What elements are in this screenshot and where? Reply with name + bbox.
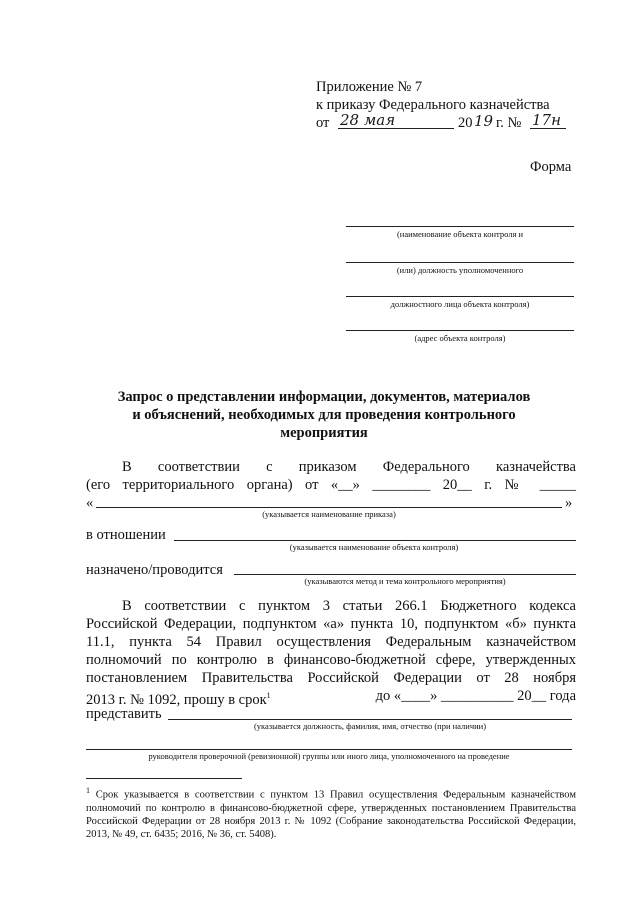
para1-open-quote: « [86,495,94,511]
title-line-3: мероприятия [280,425,368,441]
addressee-line-1 [346,226,574,227]
title-line-2: и объяснений, необходимых для проведения контрольного [132,407,516,423]
assigned-label: назначено/проводится [86,562,223,578]
control-object-line [174,540,576,541]
para2-line-6-end: до «____» __________ 20__ года [375,688,576,704]
addressee-line-4 [346,330,574,331]
method-caption: (указываются метод и тема контрольного мероприятия) [304,576,506,586]
year-prefix: 20 [458,115,473,131]
para2-line-4: полномочий по контролю в финансово-бюджетной сфере, утвержденных [86,652,576,668]
footnote-line-3: Российской Федерации от 28 ноября 2013 г. № 1092 (Собрание законодательства Российской Федерации, [86,815,576,827]
addressee-caption-1: (наименование объекта контроля и [396,229,524,239]
para2-line-1: В соответствии с пунктом 3 статьи 266.1 Бюджетного кодекса [122,598,576,614]
addressee-line-2 [346,262,574,263]
para2-line-3: 11.1, пункта 54 Правил осуществления Федеральным казначейством [86,634,576,650]
control-object-caption: (указывается наименование объекта контроля) [289,542,459,552]
appendix-number: Приложение № 7 [316,79,423,95]
order-name-line [96,507,562,508]
addressee-caption-3: должностного лица объекта контроля) [390,299,530,309]
in-respect-label: в отношении [86,527,166,543]
para2-line-6-start: 2013 г. № 1092, прошу в срок$^1$ [86,691,271,708]
handwritten-date: 28 мая [340,111,396,129]
year-suffix: г. № [496,115,522,131]
order-date-line [316,111,566,134]
document-title [70,388,578,442]
para1-line-2: (его территориального органа) от «__» ________ 20__ г. № _____ [86,477,576,493]
submit-label: представить [86,706,162,722]
addressee-line-3 [346,296,574,297]
handwritten-year: 19 [474,112,494,130]
para1-close-quote: » [565,495,573,511]
order-name-caption: (указывается наименование приказа) [262,509,396,519]
para2-line-2: Российской Федерации, подпунктом «а» пункта 10, подпунктом «б» пункта [86,616,576,632]
order-reference: к приказу Федерального казначейства [316,97,550,113]
addressee-caption-2: (или) должность уполномоченного [396,265,524,275]
footnote-line-4: 2013, № 49, ст. 6435; 2016, № 36, ст. 5408). [86,828,277,840]
footnote-ref: 1 [266,691,271,700]
title-line-1: Запрос о представлении информации, документов, материалов [117,389,531,405]
footnote-line-1: $^1$ Срок указывается в соответствии с пунктом 13 Правил осуществления Федеральным казначейством [86,786,577,801]
footnote-mark: 1 [86,786,90,795]
official-line [168,719,572,720]
group-leader-caption: руководителя проверочной (ревизионной) группы или иного лица, уполномоченного на проведение [148,751,510,761]
date-prefix: от [316,115,330,131]
official-caption: (указывается должность, фамилия, имя, отчество (при наличии) [253,721,487,731]
para2-line-5: постановлением Правительства Российской Федерации от 28 ноября [86,670,576,686]
footnote-separator [86,778,242,779]
footnote-line-2: полномочий по контролю в финансово-бюджетной сфере, утвержденных постановлением Правительства [86,802,576,814]
footnote [86,784,576,841]
handwritten-number: 17н [532,111,561,129]
para1-line-1: В соответствии с приказом Федерального казначейства [122,459,576,475]
method-line [234,574,576,575]
form-label: Форма [530,159,572,175]
group-leader-line [86,749,572,750]
addressee-caption-4: (адрес объекта контроля) [414,333,506,343]
